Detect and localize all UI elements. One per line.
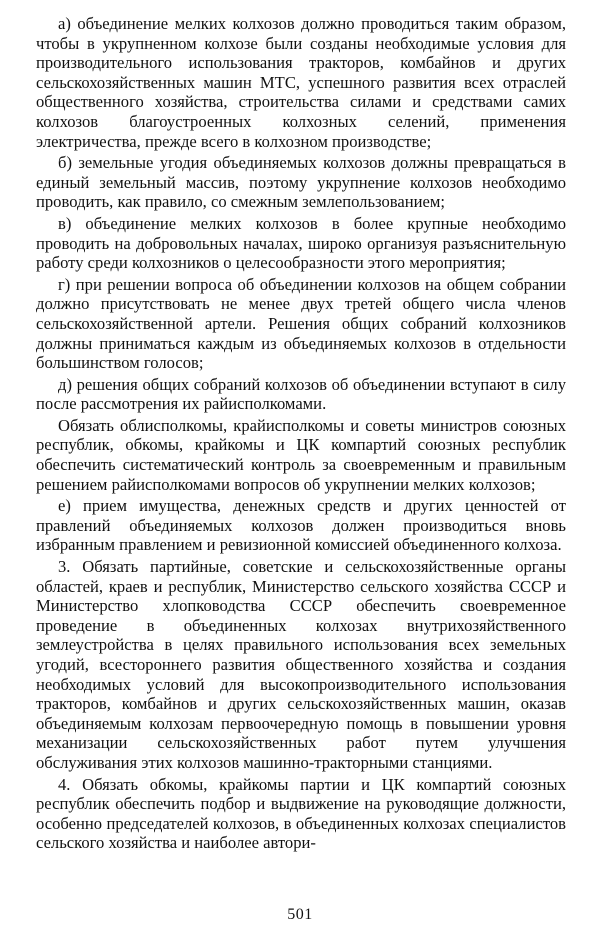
body-text (36, 14, 566, 853)
paragraph-d: д) решения общих собраний колхозов об объединении вступают в силу после рассмотрения их райисполкомами. (36, 374, 566, 414)
paragraph-v: в) объединение мелких колхозов в более крупные необходимо проводить на добровольных началах, широко организуя разъяснительную работу среди колхозников о целесообразности этого мероприятия; (36, 213, 566, 273)
paragraph-b: б) земельные угодия объединяемых колхозов должны превращаться в единый земельный массив, поэтому укрупнение колхозов необходимо проводить, как правило, со смежным землепользованием; (36, 153, 566, 212)
paragraph-3: 3. Обязать партийные, советские и сельскохозяйственные органы областей, краев и республик, Министерство сельского хозяйства СССР и Министерство хлопководства СССР обеспечить своевременное проведение в объединенных колхозах внутрихозяйственного землеустройства в целях правильного использования всех земельных угодий, всестороннего развития общественного хозяйства и создания необходимых условий для высокопроизводительного использования тракторов, комбайнов и других сельскохозяйственных машин, оказав объединяемым колхозам первоочередную помощь в повышении уровня механизации сельскохозяйственных работ путем улучшения обслуживания этих колхозов машинно-тракторными станциями. (36, 557, 566, 772)
paragraph-oblige: Обязать облисполкомы, крайисполкомы и советы министров союзных республик, обкомы, крайкомы и ЦК компартий союзных республик обеспечить систематический контроль за своевременным и правильным решением райисполкомами вопросов об укрупнении мелких колхозов; (36, 415, 566, 494)
paragraph-4: 4. Обязать обкомы, крайкомы партии и ЦК компартий союзных республик обеспечить подбор и выдвижение на руководящие должности, особенно председателей колхозов, в объединенных колхозах специалистов сельского хозяйства и наиболее автори- (36, 774, 566, 853)
paragraph-a: а) объединение мелких колхозов должно проводиться таким образом, чтобы в укрупненном колхозе были созданы необходимые условия для производительного использования тракторов, комбайнов и других сельскохозяйственных машин МТС, успешного развития всех отраслей общественного хозяйства, строительства силами и средствами самих колхозов благоустроенных колхозных селений, применения электричества, прежде всего в колхозном производстве; (36, 14, 566, 151)
paragraph-e: е) прием имущества, денежных средств и других ценностей от правлений объединяемых колхозов должен производиться вновь избранным правлением и ревизионной комиссией объединенного колхоза. (36, 496, 566, 555)
page-number: 501 (287, 906, 313, 923)
paragraph-g: г) при решении вопроса об объединении колхозов на общем собрании должно присутствовать не менее двух третей общего числа членов сельскохозяйственной артели. Решения общих собраний колхозников должны приниматься каждым из объединяемых колхозов в отдельности большинством голосов; (36, 274, 566, 373)
